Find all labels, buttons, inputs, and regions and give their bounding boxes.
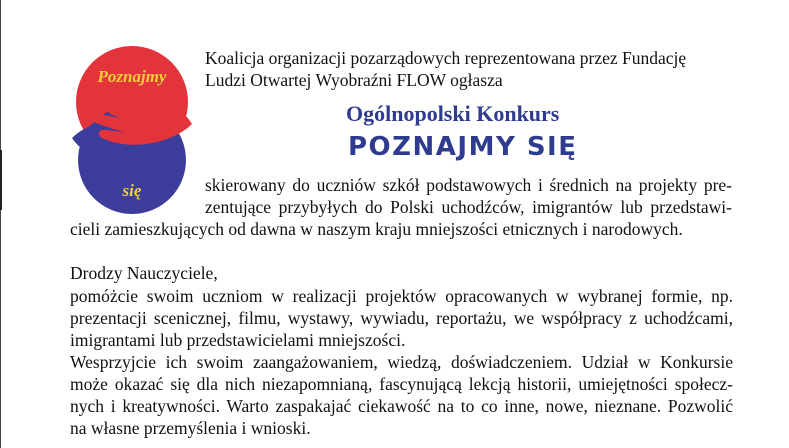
intro-line-1: Koalicja organizacji pozarządowych reprezentowana przez Fundację [205,48,687,68]
logo-text-bottom: się [122,181,142,200]
contest-name: POZNAJMY SIĘ [348,132,578,162]
letter-p1-line-2: prezentacji scenicznej, filmu, wystawy, wywiadu, reportażu, we współpracy z uchodźcami, [70,308,733,328]
description-line-1: skierowany do uczniów szkół podstawowych i średnich na projekty pre- [205,175,732,195]
letter-p2-line-4: na własne przemyślenia i wnioski. [70,418,311,438]
letter-p2-line-2: może okazać się dla nich niezapomnianą, fascynującą lekcją historii, umiejętności społecz- [70,374,733,394]
page-edge [0,0,1,448]
page-edge-mark [0,150,2,210]
letter-p1-line-3: imigrantami lub przedstawicielami mniejszości. [70,330,406,350]
poznajmy-sie-logo [66,44,198,216]
description-line-3: cieli zamieszkujących od dawna w naszym kraju mniejszości etnicznych i narodowych. [70,219,683,239]
letter-greeting: Drodzy Nauczyciele, [70,263,218,283]
letter-p2-line-1: Wesprzyjcie ich swoim zaangażowaniem, wiedzą, doświadczeniem. Udział w Konkursie [70,352,733,372]
contest-title: Ogólnopolski Konkurs [346,101,560,126]
intro-line-2: Ludzi Otwartej Wyobraźni FLOW ogłasza [205,70,503,90]
letter-p2-line-3: nych i kreatywności. Warto zaspakajać ciekawość na to co inne, nowe, nieznane. Pozwolić [70,396,733,416]
letter-p1-line-1: pomóżcie swoim uczniom w realizacji projektów opracowanych w wybranej formie, np. [70,286,733,306]
description-line-2: zentujące przybyłych do Polski uchodźców, imigrantów lub przedstawi- [205,197,732,217]
logo-text-top: Poznajmy [97,67,167,86]
